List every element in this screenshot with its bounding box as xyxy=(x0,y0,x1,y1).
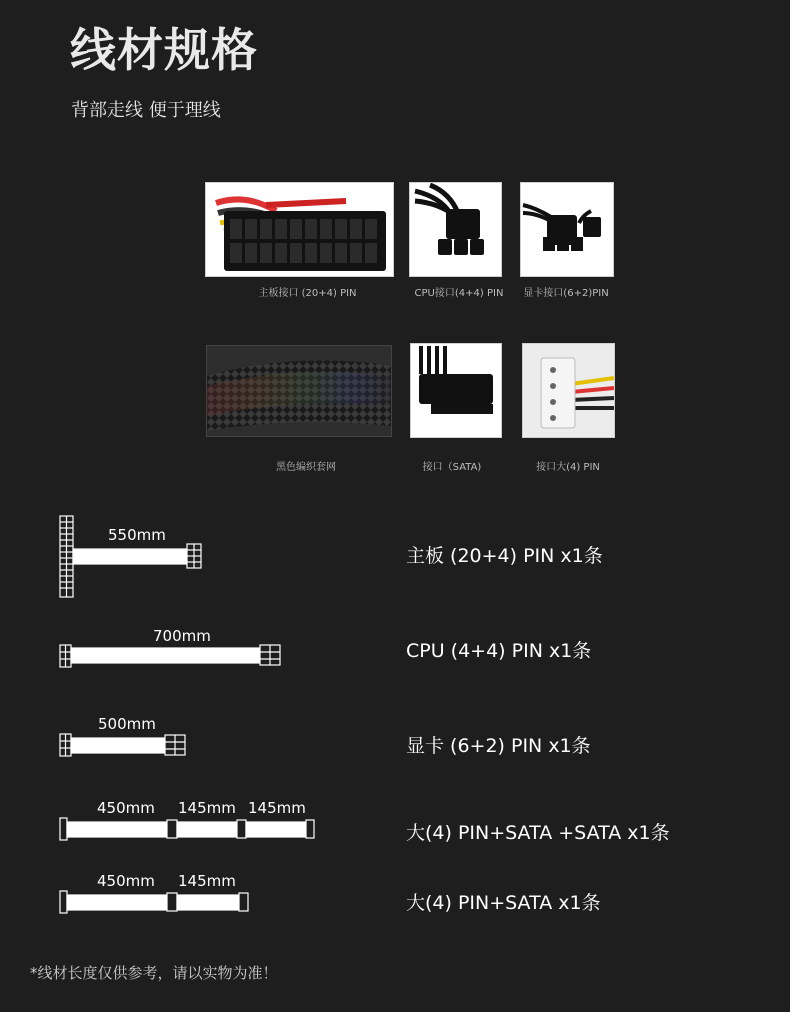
photo-caption: 黑色编织套网 xyxy=(276,462,336,473)
cable-length-label: 700mm xyxy=(153,627,211,645)
page-title: 线材规格 xyxy=(70,23,258,77)
cable-length-label: 450mm xyxy=(97,872,155,890)
photo-caption: 显卡接口(6+2)PIN xyxy=(523,288,609,299)
cable-length-label: 550mm xyxy=(108,526,166,544)
cable-spec-label: 主板 (20+4) PIN x1条 xyxy=(406,545,603,567)
photo-caption: 接口（SATA) xyxy=(422,462,482,473)
cable-spec-label: 大(4) PIN+SATA x1条 xyxy=(406,892,601,914)
photo-caption: 主板接口 (20+4) PIN xyxy=(258,288,357,299)
cable-length-label: 450mm xyxy=(97,799,155,817)
cable-gpu-diagram xyxy=(60,734,185,756)
cable-cpu-diagram xyxy=(60,645,280,667)
photo-caption: CPU接口(4+4) PIN xyxy=(414,288,504,299)
cable-molex-sata-diagram xyxy=(60,891,248,913)
cable-length-label: 145mm xyxy=(178,799,236,817)
cable-spec-label: CPU (4+4) PIN x1条 xyxy=(406,640,592,662)
photo-caption: 接口大(4) PIN xyxy=(536,462,600,473)
cable-molex-sata-sata-diagram xyxy=(60,818,314,840)
cable-length-label: 500mm xyxy=(98,715,156,733)
cable-length-label: 145mm xyxy=(248,799,306,817)
cable-spec-label: 显卡 (6+2) PIN x1条 xyxy=(406,735,591,757)
footnote: *线材长度仅供参考，请以实物为准！ xyxy=(30,964,278,982)
cable-spec-label: 大(4) PIN+SATA +SATA x1条 xyxy=(406,822,670,844)
cable-length-label: 145mm xyxy=(178,872,236,890)
page-subtitle: 背部走线 便于理线 xyxy=(71,100,221,121)
